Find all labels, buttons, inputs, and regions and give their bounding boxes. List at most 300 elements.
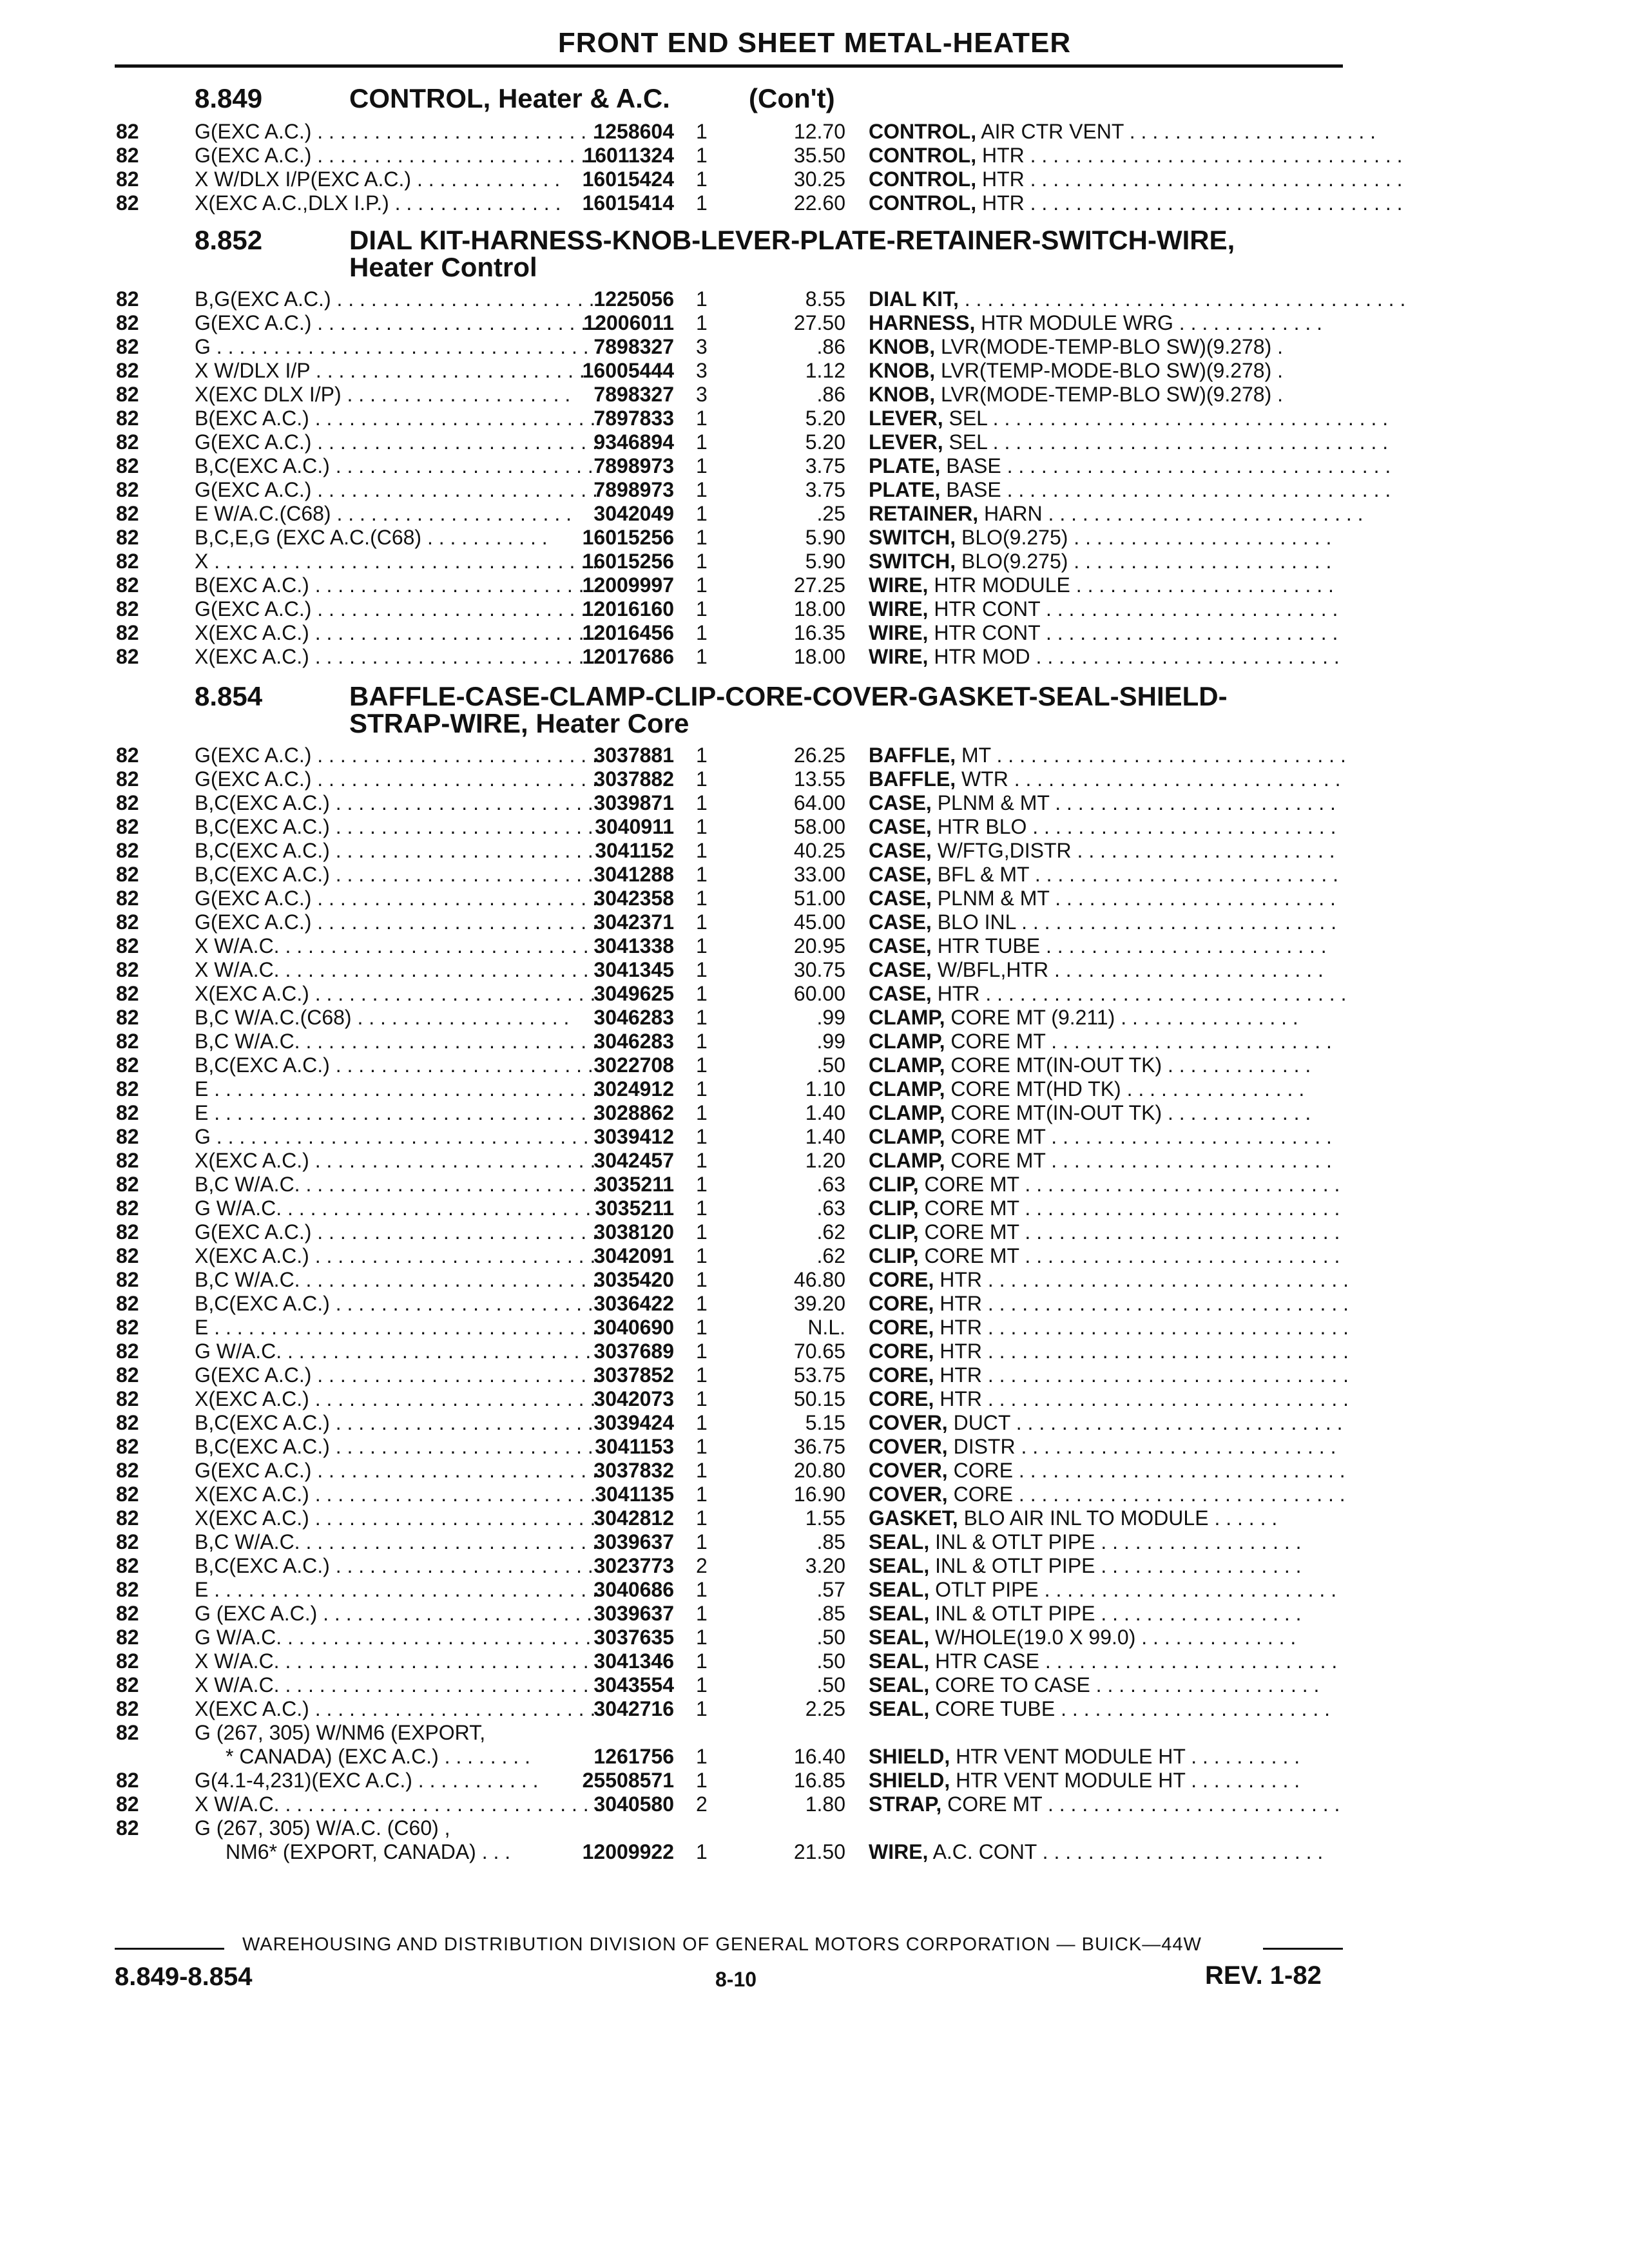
quantity: 2 [696, 1554, 708, 1577]
part-description [869, 1030, 1345, 1053]
model-application: B(EXC A.C.) . . . . . . . . . . . . . . . . . . . . . . . . . [195, 573, 596, 597]
model-application: B,C(EXC A.C.) . . . . . . . . . . . . . . . . . . . . . . . [195, 1411, 593, 1434]
part-name: CLIP, [869, 1220, 919, 1244]
table-row [0, 1626, 1629, 1649]
part-name: CLAMP, [869, 1053, 945, 1077]
part-name: CORE, [869, 1268, 934, 1291]
table-row [0, 1030, 1629, 1053]
model-year: 82 [116, 359, 139, 382]
model-year: 82 [116, 1578, 139, 1601]
part-detail: AIR CTR VENT . . . . . . . . . . . . . . . . . . . . . . [976, 120, 1376, 143]
list-price: 50.15 [793, 1387, 845, 1410]
list-price: 1.20 [805, 1149, 845, 1172]
quantity: 1 [696, 1840, 708, 1863]
table-row [0, 1387, 1629, 1411]
part-description [869, 454, 1391, 478]
table-row [0, 1459, 1629, 1483]
table-row [0, 621, 1629, 645]
list-price: 3.20 [805, 1554, 845, 1577]
part-detail: HTR . . . . . . . . . . . . . . . . . . . . . . . . . . . . . . . . [934, 1387, 1349, 1410]
part-name: COVER, [869, 1483, 948, 1506]
part-detail: BFL & MT . . . . . . . . . . . . . . . . . . . . . . . . . . . [931, 863, 1339, 886]
quantity: 3 [696, 335, 708, 358]
model-application: X W/A.C. . . . . . . . . . . . . . . . . . . . . . . . . . . . . [195, 958, 601, 981]
part-number: 3039637 [593, 1530, 674, 1553]
part-detail: HTR BLO . . . . . . . . . . . . . . . . . . . . . . . . . . . [931, 815, 1336, 838]
model-application: B,C(EXC A.C.) . . . . . . . . . . . . . . . . . . . . . . . [195, 454, 593, 477]
part-description [869, 550, 1345, 573]
section-title-line2: Heater Control [349, 252, 537, 282]
part-description [869, 1411, 1345, 1435]
model-year: 82 [116, 1196, 139, 1220]
part-number: 3042716 [593, 1697, 674, 1720]
table-row [0, 1554, 1629, 1578]
quantity: 1 [696, 1053, 708, 1077]
model-year: 82 [116, 1792, 139, 1816]
part-name: DIAL KIT, [869, 287, 959, 311]
quantity: 1 [696, 191, 708, 215]
part-description [869, 1173, 1345, 1196]
part-name: BAFFLE, [869, 767, 956, 791]
table-row [0, 1053, 1629, 1077]
table-row [0, 407, 1629, 430]
part-description [869, 1769, 1345, 1792]
part-name: BAFFLE, [869, 744, 956, 767]
part-name: CLAMP, [869, 1149, 945, 1172]
model-application: X W/A.C. . . . . . . . . . . . . . . . . . . . . . . . . . . . . [195, 1673, 601, 1696]
quantity: 1 [696, 1578, 708, 1601]
part-description [869, 1792, 1345, 1816]
quantity: 1 [696, 1292, 708, 1315]
model-application: X(EXC A.C.,DLX I.P.) . . . . . . . . . . . . . . . [195, 191, 561, 215]
quantity: 1 [696, 1459, 708, 1482]
list-price: 16.35 [793, 621, 845, 644]
part-detail: CORE MT (9.211) . . . . . . . . . . . . . . . . [945, 1006, 1298, 1029]
part-description [869, 934, 1345, 958]
part-description [869, 1387, 1349, 1411]
model-application: G(EXC A.C.) . . . . . . . . . . . . . . . . . . . . . . . . . [195, 1459, 598, 1482]
list-price: .50 [816, 1673, 845, 1696]
part-description [869, 910, 1345, 934]
quantity: 1 [696, 958, 708, 981]
part-detail: CORE MT . . . . . . . . . . . . . . . . . . . . . . . . . . . . [918, 1244, 1340, 1267]
quantity: 1 [696, 311, 708, 334]
part-number: 3037689 [593, 1340, 674, 1363]
table-row [0, 1745, 1629, 1769]
model-year: 82 [116, 621, 139, 644]
part-number: 3041153 [595, 1435, 674, 1458]
part-detail: HTR TUBE . . . . . . . . . . . . . . . . . . . . . . . . . [931, 934, 1327, 957]
part-name: SEAL, [869, 1673, 930, 1696]
part-description [869, 430, 1389, 454]
list-price: .86 [816, 335, 845, 358]
list-price: 1.40 [805, 1101, 845, 1124]
model-year: 82 [116, 573, 139, 597]
section-title: CONTROL, Heater & A.C. [349, 83, 670, 113]
part-name: STRAP, [869, 1792, 942, 1816]
part-number: 3040911 [595, 815, 674, 838]
model-application: X(EXC A.C.) . . . . . . . . . . . . . . . . . . . . . . . . . [195, 1387, 596, 1410]
model-application: B,C(EXC A.C.) . . . . . . . . . . . . . . . . . . . . . . . [195, 839, 593, 862]
quantity: 1 [696, 120, 708, 143]
model-application: G . . . . . . . . . . . . . . . . . . . . . . . . . . . . . . . . . . [195, 335, 601, 358]
model-application: B,C(EXC A.C.) . . . . . . . . . . . . . . . . . . . . . . . [195, 1554, 593, 1577]
model-application: X W/DLX I/P(EXC A.C.) . . . . . . . . . . . . . [195, 168, 561, 191]
list-price: 2.25 [805, 1697, 845, 1720]
table-row [0, 767, 1629, 791]
model-application: X . . . . . . . . . . . . . . . . . . . . . . . . . . . . . . . . . . [195, 550, 598, 573]
part-name: WIRE, [869, 597, 929, 620]
model-application: X(EXC A.C.) . . . . . . . . . . . . . . . . . . . . . . . . . [195, 1244, 596, 1267]
part-number: 3041135 [595, 1483, 674, 1506]
part-description [869, 573, 1345, 597]
model-year: 82 [116, 1649, 139, 1673]
list-price: 1.10 [805, 1077, 845, 1100]
model-application: E . . . . . . . . . . . . . . . . . . . . . . . . . . . . . . . . . . [195, 1578, 598, 1601]
table-row [0, 1578, 1629, 1602]
quantity: 1 [696, 1673, 708, 1696]
model-application: X W/A.C. . . . . . . . . . . . . . . . . . . . . . . . . . . . . [195, 934, 601, 957]
part-number: 12016456 [582, 621, 674, 644]
model-application: B,C,E,G (EXC A.C.(C68) . . . . . . . . . . . [195, 526, 548, 549]
part-detail: BLO AIR INL TO MODULE . . . . . . [958, 1506, 1278, 1530]
model-application: X(EXC A.C.) . . . . . . . . . . . . . . . . . . . . . . . . . [195, 645, 596, 668]
part-detail: CORE MT . . . . . . . . . . . . . . . . . . . . . . . . . [945, 1125, 1332, 1148]
quantity: 1 [696, 502, 708, 525]
model-application: G(EXC A.C.) . . . . . . . . . . . . . . . . . . . . . . . . . [195, 910, 598, 934]
list-price: 30.75 [793, 958, 845, 981]
quantity: 1 [696, 1769, 708, 1792]
part-number: 3039424 [593, 1411, 674, 1434]
table-row [0, 863, 1629, 887]
model-application: G(EXC A.C.) . . . . . . . . . . . . . . . . . . . . . . . . . [195, 1220, 598, 1244]
part-number: 7898327 [593, 335, 674, 358]
model-year: 82 [116, 526, 139, 549]
part-detail: HTR CONT . . . . . . . . . . . . . . . . . . . . . . . . . . [928, 597, 1338, 620]
list-price: 27.50 [793, 311, 845, 334]
part-description [869, 1268, 1349, 1292]
list-price: .85 [816, 1602, 845, 1625]
part-detail: W/FTG,DISTR . . . . . . . . . . . . . . . . . . . . . . . [931, 839, 1335, 862]
list-price: 46.80 [793, 1268, 845, 1291]
part-detail: MT . . . . . . . . . . . . . . . . . . . . . . . . . . . . . . . [956, 744, 1346, 767]
quantity: 2 [696, 1792, 708, 1816]
part-detail: DISTR . . . . . . . . . . . . . . . . . . . . . . . . . . . . [947, 1435, 1336, 1458]
model-year: 82 [116, 791, 139, 814]
quantity: 1 [696, 1196, 708, 1220]
quantity: 1 [696, 1244, 708, 1267]
part-number: 3042049 [593, 502, 674, 525]
part-description [869, 1673, 1345, 1697]
part-number: 7897833 [593, 407, 674, 430]
part-number: 3041338 [593, 934, 674, 957]
model-application: B,C(EXC A.C.) . . . . . . . . . . . . . . . . . . . . . . . [195, 1292, 593, 1315]
list-price: 5.20 [805, 407, 845, 430]
part-detail: HTR . . . . . . . . . . . . . . . . . . . . . . . . . . . . . . . . . [976, 168, 1403, 191]
part-name: CASE, [869, 982, 932, 1005]
table-row [0, 1196, 1629, 1220]
part-detail: HTR . . . . . . . . . . . . . . . . . . . . . . . . . . . . . . . . [934, 1363, 1349, 1387]
model-year: 82 [116, 1483, 139, 1506]
list-price: 16.85 [793, 1769, 845, 1792]
part-detail: HTR CASE . . . . . . . . . . . . . . . . . . . . . . . . . . [929, 1649, 1338, 1673]
page-title: FRONT END SHEET METAL-HEATER [557, 27, 1072, 59]
model-year: 82 [116, 550, 139, 573]
part-name: WIRE, [869, 1840, 929, 1863]
table-row [0, 1816, 1629, 1840]
quantity: 3 [696, 383, 708, 406]
quantity: 1 [696, 839, 708, 862]
part-name: SEAL, [869, 1697, 930, 1720]
part-number: 3041288 [593, 863, 674, 886]
model-application: E . . . . . . . . . . . . . . . . . . . . . . . . . . . . . . . . . . [195, 1101, 598, 1124]
model-application: X W/DLX I/P . . . . . . . . . . . . . . . . . . . . . . . . [195, 359, 585, 382]
model-year: 82 [116, 1244, 139, 1267]
part-number: 3037882 [593, 767, 674, 791]
part-number: 7898973 [593, 478, 674, 501]
part-number: 25508571 [582, 1769, 674, 1792]
quantity: 1 [696, 791, 708, 814]
model-application: G(EXC A.C.) . . . . . . . . . . . . . . . . . . . . . . . . . [195, 744, 598, 767]
part-name: CASE, [869, 863, 932, 886]
part-number: 3037852 [593, 1363, 674, 1387]
part-number: 16011324 [583, 144, 674, 167]
part-detail: BLO(9.275) . . . . . . . . . . . . . . . . . . . . . . . [956, 550, 1332, 573]
quantity: 1 [696, 1316, 708, 1339]
part-name: CLIP, [869, 1196, 919, 1220]
part-description [869, 1340, 1349, 1363]
quantity: 1 [696, 1626, 708, 1649]
table-row [0, 1506, 1629, 1530]
part-detail: CORE MT(IN-OUT TK) . . . . . . . . . . . . . [945, 1053, 1311, 1077]
part-detail: CORE MT . . . . . . . . . . . . . . . . . . . . . . . . . . . . [918, 1196, 1340, 1220]
quantity: 1 [696, 934, 708, 957]
model-year: 82 [116, 934, 139, 957]
part-description [869, 1840, 1345, 1864]
quantity: 1 [696, 1745, 708, 1768]
quantity: 1 [696, 1602, 708, 1625]
model-year: 82 [116, 144, 139, 167]
list-price: 35.50 [793, 144, 845, 167]
list-price: 5.90 [805, 550, 845, 573]
table-row [0, 1220, 1629, 1244]
part-number: 3037832 [593, 1459, 674, 1482]
quantity: 1 [696, 526, 708, 549]
table-row [0, 1411, 1629, 1435]
quantity: 1 [696, 887, 708, 910]
part-detail: HTR VENT MODULE HT . . . . . . . . . . [950, 1745, 1300, 1768]
list-price: 64.00 [793, 791, 845, 814]
part-name: CLIP, [869, 1173, 919, 1196]
part-name: CASE, [869, 934, 932, 957]
quantity: 1 [696, 1125, 708, 1148]
quantity: 1 [696, 1506, 708, 1530]
list-price: 12.70 [793, 120, 845, 143]
part-name: SEAL, [869, 1530, 930, 1553]
part-description [869, 1745, 1345, 1769]
table-row [0, 1125, 1629, 1149]
model-year: 82 [116, 1316, 139, 1339]
part-description [869, 1077, 1345, 1101]
part-detail: CORE MT . . . . . . . . . . . . . . . . . . . . . . . . . [945, 1149, 1332, 1172]
part-number: 7898327 [593, 383, 674, 406]
part-description [869, 1006, 1345, 1030]
model-application: G (267, 305) W/NM6 (EXPORT, [195, 1721, 486, 1744]
list-price: .63 [816, 1196, 845, 1220]
model-application: G(EXC A.C.) . . . . . . . . . . . . . . . . . . . . . . . . . [195, 767, 598, 791]
part-number: 3037881 [593, 744, 674, 767]
part-number: 3039871 [593, 791, 674, 814]
part-number: 3040686 [593, 1578, 674, 1601]
list-price: .86 [816, 383, 845, 406]
part-detail: HTR MODULE . . . . . . . . . . . . . . . . . . . . . . . [928, 573, 1334, 597]
part-number: 3039637 [593, 1602, 674, 1625]
title-rule [115, 64, 1343, 68]
quantity: 1 [696, 767, 708, 791]
model-application: B(EXC A.C.) . . . . . . . . . . . . . . . . . . . . . . . . . [195, 407, 596, 430]
quantity: 1 [696, 1530, 708, 1553]
model-year: 82 [116, 383, 139, 406]
section-number: 8.852 [195, 225, 263, 255]
part-detail: . . . . . . . . . . . . . . . . . . . . . . . . . . . . . . . . . . . . . . . [958, 287, 1406, 311]
part-name: CORE, [869, 1340, 934, 1363]
part-description [869, 887, 1345, 910]
part-description [869, 1649, 1345, 1673]
part-name: KNOB, [869, 335, 936, 358]
model-year: 82 [116, 1602, 139, 1625]
model-year: 82 [116, 1626, 139, 1649]
quantity: 1 [696, 1435, 708, 1458]
quantity: 1 [696, 1173, 708, 1196]
model-application: G(EXC A.C.) . . . . . . . . . . . . . . . . . . . . . . . . . [195, 887, 598, 910]
model-year: 82 [116, 744, 139, 767]
table-row [0, 287, 1629, 311]
model-application: X(EXC DLX I/P) . . . . . . . . . . . . . . . . . . . . [195, 383, 571, 406]
quantity: 1 [696, 1340, 708, 1363]
part-detail: PLNM & MT . . . . . . . . . . . . . . . . . . . . . . . . . [931, 887, 1336, 910]
model-year: 82 [116, 1554, 139, 1577]
part-detail: BASE . . . . . . . . . . . . . . . . . . . . . . . . . . . . . . . . . . [940, 454, 1391, 477]
part-name: CONTROL, [869, 191, 977, 215]
list-price: 1.12 [805, 359, 845, 382]
part-description [869, 1459, 1345, 1483]
part-detail: HTR MODULE WRG . . . . . . . . . . . . . [975, 311, 1323, 334]
part-number: 3028862 [593, 1101, 674, 1124]
list-price: 39.20 [793, 1292, 845, 1315]
part-detail: HTR . . . . . . . . . . . . . . . . . . . . . . . . . . . . . . . . [934, 1316, 1349, 1339]
table-row [0, 526, 1629, 550]
table-row [0, 1268, 1629, 1292]
table-row [0, 430, 1629, 454]
part-description [869, 120, 1376, 144]
part-description [869, 1578, 1345, 1602]
part-detail: HTR . . . . . . . . . . . . . . . . . . . . . . . . . . . . . . . . . [976, 191, 1403, 215]
quantity: 1 [696, 1649, 708, 1673]
list-price: .25 [816, 502, 845, 525]
quantity: 1 [696, 1483, 708, 1506]
part-name: COVER, [869, 1459, 948, 1482]
part-number: 16015256 [582, 550, 674, 573]
part-number: 3042358 [593, 887, 674, 910]
list-price: .50 [816, 1649, 845, 1673]
table-row [0, 1530, 1629, 1554]
model-year: 82 [116, 1125, 139, 1148]
table-row [0, 1077, 1629, 1101]
list-price: 16.40 [793, 1745, 845, 1768]
table-row [0, 1435, 1629, 1459]
quantity: 1 [696, 1149, 708, 1172]
part-name: CONTROL, [869, 144, 977, 167]
part-description [869, 1363, 1349, 1387]
table-row [0, 982, 1629, 1006]
model-application: G(EXC A.C.) . . . . . . . . . . . . . . . . . . . . . . . . . [195, 478, 598, 501]
part-name: KNOB, [869, 359, 936, 382]
model-application: B,C(EXC A.C.) . . . . . . . . . . . . . . . . . . . . . . . [195, 791, 593, 814]
part-description [869, 1053, 1345, 1077]
model-application: G W/A.C. . . . . . . . . . . . . . . . . . . . . . . . . . . . . [195, 1196, 602, 1220]
table-row [0, 573, 1629, 597]
model-application: B,C(EXC A.C.) . . . . . . . . . . . . . . . . . . . . . . . [195, 815, 593, 838]
part-number: 16015424 [582, 168, 674, 191]
table-row [0, 502, 1629, 526]
list-price: 1.80 [805, 1792, 845, 1816]
part-name: CLAMP, [869, 1006, 945, 1029]
model-year: 82 [116, 1769, 139, 1792]
model-year: 82 [116, 839, 139, 862]
part-description [869, 407, 1389, 430]
part-detail: LVR(MODE-TEMP-BLO SW)(9.278) . [935, 335, 1284, 358]
part-name: CONTROL, [869, 120, 977, 143]
quantity: 1 [696, 454, 708, 477]
model-year: 82 [116, 430, 139, 454]
part-description [869, 1506, 1345, 1530]
list-price: 40.25 [793, 839, 845, 862]
part-number: 9346894 [593, 430, 674, 454]
model-year: 82 [116, 1816, 139, 1840]
part-detail: SEL . . . . . . . . . . . . . . . . . . . . . . . . . . . . . . . . . . . [943, 430, 1389, 454]
part-detail: INL & OTLT PIPE . . . . . . . . . . . . . . . . . . [929, 1554, 1302, 1577]
table-row [0, 887, 1629, 910]
part-number: 3039412 [593, 1125, 674, 1148]
list-price: 36.75 [793, 1435, 845, 1458]
footer-division: WAREHOUSING AND DISTRIBUTION DIVISION OF GENERAL MOTORS CORPORATION — BUICK—44W [242, 1934, 1202, 1955]
part-name: CORE, [869, 1363, 934, 1387]
model-year: 82 [116, 120, 139, 143]
part-number: 16015414 [582, 191, 674, 215]
quantity: 1 [696, 1411, 708, 1434]
part-description [869, 1554, 1345, 1578]
model-year: 82 [116, 168, 139, 191]
model-year: 82 [116, 1030, 139, 1053]
table-row [0, 1149, 1629, 1173]
part-name: CORE, [869, 1316, 934, 1339]
model-year: 82 [116, 597, 139, 620]
part-number: 12016160 [582, 597, 674, 620]
table-row [0, 478, 1629, 502]
table-row [0, 815, 1629, 839]
model-year: 82 [116, 1292, 139, 1315]
part-number: 1261756 [593, 1745, 674, 1768]
model-year: 82 [116, 645, 139, 668]
quantity: 1 [696, 645, 708, 668]
model-year: 82 [116, 982, 139, 1005]
part-name: SHIELD, [869, 1769, 950, 1792]
list-price: 1.55 [805, 1506, 845, 1530]
part-name: CASE, [869, 791, 932, 814]
model-application: B,C W/A.C. . . . . . . . . . . . . . . . . . . . . . . . . . . [195, 1173, 598, 1196]
list-price: 70.65 [793, 1340, 845, 1363]
quantity: 1 [696, 287, 708, 311]
